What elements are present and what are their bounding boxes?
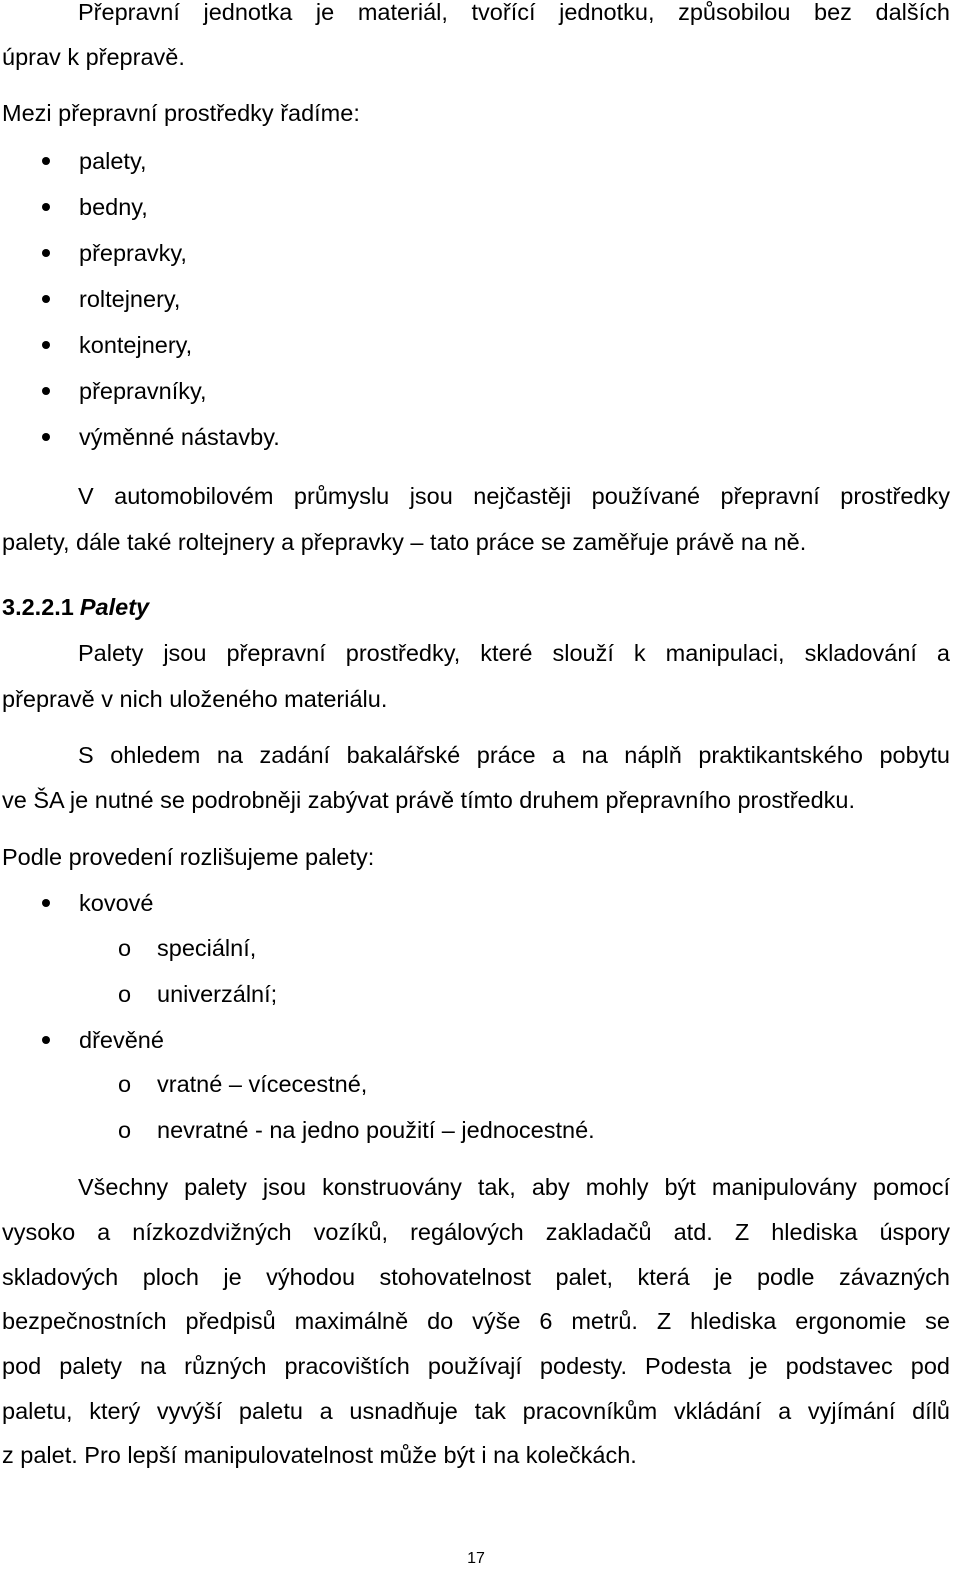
sub-list-item bbox=[0, 1070, 950, 1098]
list-item bbox=[0, 147, 950, 175]
means-intro: Mezi přepravní prostředky řadíme: bbox=[2, 100, 360, 126]
list-item-label: výměnné nástavby. bbox=[79, 424, 280, 450]
list-item-label: přepravníky, bbox=[79, 378, 207, 404]
list-item bbox=[0, 423, 950, 451]
definition-paragraph-line-1: Palety jsou přepravní prostředky, které slouží k manipulaci, skladování a bbox=[78, 640, 950, 666]
circle-bullet-icon: o bbox=[118, 1117, 132, 1143]
sub-list-item-label: vratné – vícecestné, bbox=[157, 1071, 368, 1097]
final-paragraph-line-1: Všechny palety jsou konstruovány tak, aby mohly být manipulovány pomocí bbox=[78, 1174, 950, 1200]
bullet-icon bbox=[42, 249, 50, 257]
section-heading bbox=[2, 593, 149, 621]
types-intro: Podle provedení rozlišujeme palety: bbox=[2, 844, 375, 870]
sub-list-item bbox=[0, 934, 950, 962]
final-paragraph-line-3: skladových ploch je výhodou stohovatelnost palet, která je podle závazných bbox=[2, 1264, 950, 1290]
section-title: Palety bbox=[79, 594, 150, 620]
definition-paragraph-line-2: přepravě v nich uloženého materiálu. bbox=[2, 686, 388, 712]
final-paragraph-line-7: z palet. Pro lepší manipulovatelnost může být i na kolečkách. bbox=[2, 1442, 637, 1468]
list-item bbox=[0, 1026, 950, 1054]
bullet-icon bbox=[42, 203, 50, 211]
final-paragraph-line-5: pod palety na různých pracovištích používají podesty. Podesta je podstavec pod bbox=[2, 1353, 950, 1379]
list-item bbox=[0, 193, 950, 221]
sub-list-item-label: speciální, bbox=[157, 935, 257, 961]
list-item-label: bedny, bbox=[79, 194, 148, 220]
list-item bbox=[0, 331, 950, 359]
section-number: 3.2.2.1 bbox=[2, 594, 74, 620]
list-item bbox=[0, 889, 950, 917]
list-item bbox=[0, 377, 950, 405]
bullet-icon bbox=[42, 1036, 50, 1044]
final-paragraph-line-4: bezpečnostních předpisů maximálně do výše 6 metrů. Z hlediska ergonomie se bbox=[2, 1308, 950, 1334]
bullet-icon bbox=[42, 387, 50, 395]
list-item-label: dřevěné bbox=[79, 1027, 164, 1053]
focus-paragraph-line-1: S ohledem na zadání bakalářské práce a na náplň praktikantského pobytu bbox=[78, 742, 950, 768]
intro-paragraph-line-2: úprav k přepravě. bbox=[2, 44, 185, 70]
sub-list-item bbox=[0, 1116, 950, 1144]
bullet-icon bbox=[42, 341, 50, 349]
list-item-label: kovové bbox=[79, 890, 154, 916]
list-item-label: přepravky, bbox=[79, 240, 187, 266]
automotive-paragraph-line-1: V automobilovém průmyslu jsou nejčastěji používané přepravní prostředky bbox=[78, 483, 950, 509]
automotive-paragraph-line-2: palety, dále také roltejnery a přepravky – tato práce se zaměřuje právě na ně. bbox=[2, 529, 807, 555]
list-item-label: kontejnery, bbox=[79, 332, 193, 358]
bullet-icon bbox=[42, 295, 50, 303]
final-paragraph-line-2: vysoko a nízkozdvižných vozíků, regálových zakladačů atd. Z hlediska úspory bbox=[2, 1219, 950, 1245]
list-item-label: palety, bbox=[79, 148, 147, 174]
intro-paragraph-line-1: Přepravní jednotka je materiál, tvořící jednotku, způsobilou bez dalších bbox=[78, 0, 950, 25]
circle-bullet-icon: o bbox=[118, 935, 132, 961]
list-item bbox=[0, 239, 950, 267]
page-number: 17 bbox=[467, 1550, 485, 1567]
bullet-icon bbox=[42, 157, 50, 165]
sub-list-item-label: nevratné - na jedno použití – jednocestné. bbox=[157, 1117, 595, 1143]
sub-list-item-label: univerzální; bbox=[157, 981, 278, 1007]
final-paragraph-line-6: paletu, který vyvýší paletu a usnadňuje tak pracovníkům vkládání a vyjímání dílů bbox=[2, 1398, 950, 1424]
list-item bbox=[0, 285, 950, 313]
list-item-label: roltejnery, bbox=[79, 286, 181, 312]
circle-bullet-icon: o bbox=[118, 981, 132, 1007]
sub-list-item bbox=[0, 980, 950, 1008]
bullet-icon bbox=[42, 899, 50, 907]
circle-bullet-icon: o bbox=[118, 1071, 132, 1097]
bullet-icon bbox=[42, 433, 50, 441]
focus-paragraph-line-2: ve ŠA je nutné se podrobněji zabývat právě tímto druhem přepravního prostředku. bbox=[2, 787, 856, 813]
